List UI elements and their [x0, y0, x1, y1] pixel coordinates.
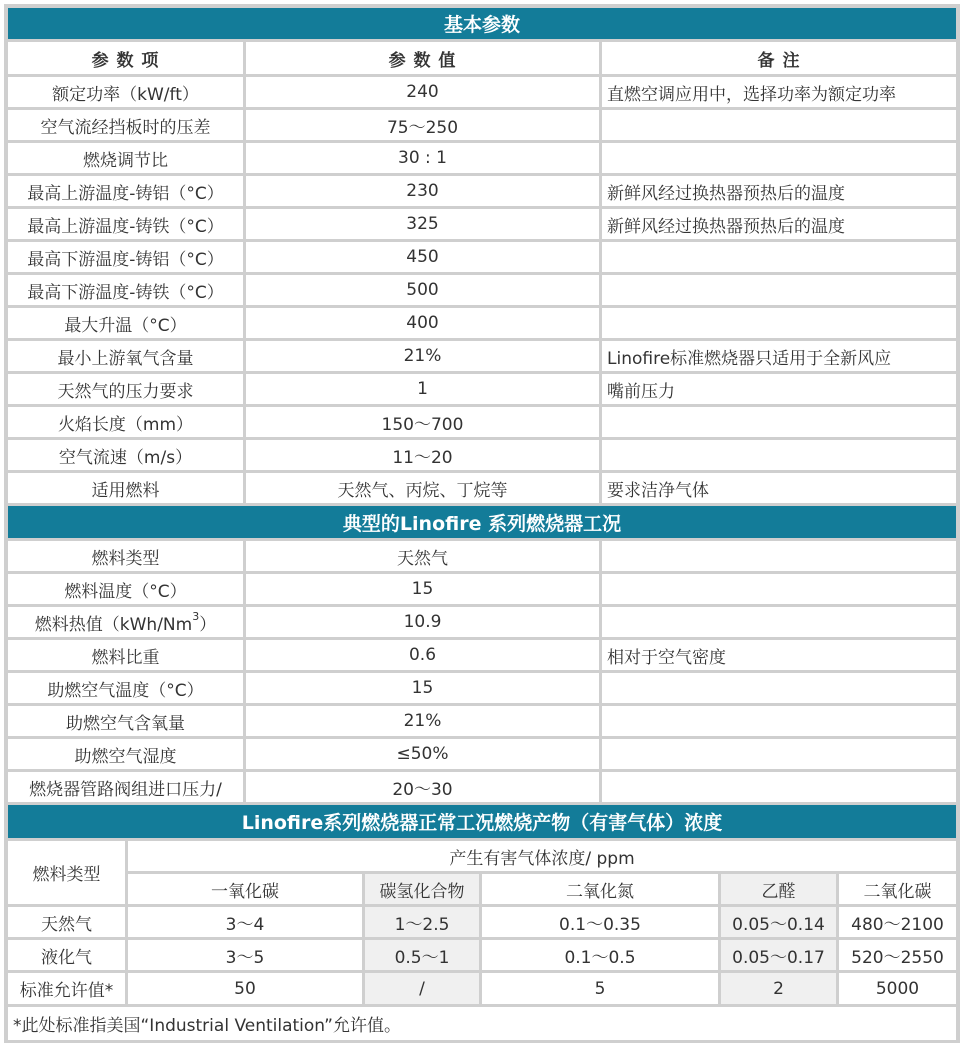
- condition-note: 相对于空气密度: [602, 640, 956, 670]
- parameter-value: 1: [246, 374, 599, 404]
- heat-value-suffix: ）: [199, 614, 217, 635]
- emission-value: 3～4: [128, 907, 362, 937]
- parameter-note: [602, 110, 956, 140]
- parameter-value: 21%: [246, 341, 599, 371]
- emission-value: 0.5～1: [365, 940, 479, 970]
- emission-value: 0.1～0.35: [482, 907, 718, 937]
- parameter-item: 天然气的压力要求: [8, 374, 243, 404]
- emission-value: 0.05～0.14: [721, 907, 836, 937]
- condition-value: 21%: [246, 706, 599, 736]
- parameter-value: 240: [246, 77, 599, 107]
- emission-row-header: 燃料类型: [8, 841, 125, 904]
- condition-item: 助燃空气湿度: [8, 739, 243, 769]
- condition-value: ≤50%: [246, 739, 599, 769]
- parameter-note: 要求洁净气体: [602, 473, 956, 503]
- condition-item: 燃料比重: [8, 640, 243, 670]
- parameter-note: 嘴前压力: [602, 374, 956, 404]
- parameter-note: Linofire标准燃烧器只适用于全新风应: [602, 341, 956, 371]
- emission-column-header: 碳氢化合物: [365, 874, 479, 904]
- fuel-label: 标准允许值*: [8, 973, 125, 1004]
- parameter-note: [602, 242, 956, 272]
- fuel-label: 液化气: [8, 940, 125, 970]
- condition-item: 助燃空气含氧量: [8, 706, 243, 736]
- parameter-value: 400: [246, 308, 599, 338]
- parameter-item: 空气流速（m/s）: [8, 440, 243, 470]
- parameter-value: 天然气、丙烷、丁烷等: [246, 473, 599, 503]
- emission-value: /: [365, 973, 479, 1004]
- parameter-note: [602, 407, 956, 437]
- parameter-item: 火焰长度（mm）: [8, 407, 243, 437]
- condition-value: 15: [246, 574, 599, 604]
- parameter-value: 75～250: [246, 110, 599, 140]
- emission-column-header: 二氧化氮: [482, 874, 718, 904]
- emission-column-header: 一氧化碳: [128, 874, 362, 904]
- condition-item: 燃料热值（kWh/Nm $^3$ ）: [8, 607, 243, 637]
- emission-value: 520～2550: [839, 940, 956, 970]
- condition-value: 天然气: [246, 541, 599, 571]
- emission-column-header: 乙醛: [721, 874, 836, 904]
- condition-item: 燃料温度（°C）: [8, 574, 243, 604]
- parameter-value: 450: [246, 242, 599, 272]
- parameter-item: 最高下游温度-铸铁（°C）: [8, 275, 243, 305]
- parameter-value: 325: [246, 209, 599, 239]
- emission-value: 50: [128, 973, 362, 1004]
- parameter-note: 新鲜风经过换热器预热后的温度: [602, 209, 956, 239]
- parameter-value: 11～20: [246, 440, 599, 470]
- section-title-emissions: Linofire系列燃烧器正常工况燃烧产物（有害气体）浓度: [8, 805, 956, 838]
- emission-value: 3～5: [128, 940, 362, 970]
- parameter-item: 额定功率（kW/ft）: [8, 77, 243, 107]
- parameter-value: 150～700: [246, 407, 599, 437]
- section-title-basic: 基本参数: [8, 8, 956, 39]
- emission-value: 0.1～0.5: [482, 940, 718, 970]
- parameter-note: [602, 275, 956, 305]
- emission-column-header: 二氧化碳: [839, 874, 956, 904]
- parameter-item: 最大升温（°C）: [8, 308, 243, 338]
- emission-value: 0.05～0.17: [721, 940, 836, 970]
- emission-group-header: 产生有害气体浓度/ ppm: [128, 841, 956, 871]
- parameter-item: 最小上游氧气含量: [8, 341, 243, 371]
- emission-value: 2: [721, 973, 836, 1004]
- parameter-note: [602, 440, 956, 470]
- column-header: 参 数 值: [246, 42, 599, 74]
- condition-note: [602, 673, 956, 703]
- parameter-value: 30 : 1: [246, 143, 599, 173]
- column-header: 备 注: [602, 42, 956, 74]
- section-title-typical: 典型的Linofire 系列燃烧器工况: [8, 506, 956, 538]
- column-header: 参 数 项: [8, 42, 243, 74]
- condition-note: [602, 706, 956, 736]
- parameter-note: [602, 308, 956, 338]
- heat-value-label: 燃料热值（kWh/Nm: [34, 614, 193, 635]
- parameter-note: [602, 143, 956, 173]
- parameter-item: 燃烧调节比: [8, 143, 243, 173]
- parameter-item: 最高上游温度-铸铁（°C）: [8, 209, 243, 239]
- parameter-note: 直燃空调应用中，选择功率为额定功率: [602, 77, 956, 107]
- footnote: *此处标准指美国“Industrial Ventilation”允许值。: [8, 1007, 956, 1040]
- condition-value: 0.6: [246, 640, 599, 670]
- parameter-item: 空气流经挡板时的压差: [8, 110, 243, 140]
- emission-value: 5000: [839, 973, 956, 1004]
- condition-note: [602, 739, 956, 769]
- condition-value: 20～30: [246, 772, 599, 802]
- condition-note: [602, 574, 956, 604]
- parameter-note: 新鲜风经过换热器预热后的温度: [602, 176, 956, 206]
- condition-item: 燃烧器管路阀组进口压力/: [8, 772, 243, 802]
- emission-value: 1～2.5: [365, 907, 479, 937]
- condition-note: [602, 607, 956, 637]
- parameter-value: 500: [246, 275, 599, 305]
- condition-item: 燃料类型: [8, 541, 243, 571]
- condition-item: 助燃空气温度（°C）: [8, 673, 243, 703]
- fuel-label: 天然气: [8, 907, 125, 937]
- emission-value: 480～2100: [839, 907, 956, 937]
- condition-value: 10.9: [246, 607, 599, 637]
- parameter-item: 最高下游温度-铸铝（°C）: [8, 242, 243, 272]
- condition-note: [602, 541, 956, 571]
- condition-value: 15: [246, 673, 599, 703]
- parameter-value: 230: [246, 176, 599, 206]
- condition-note: [602, 772, 956, 802]
- parameter-item: 最高上游温度-铸铝（°C）: [8, 176, 243, 206]
- parameter-item: 适用燃料: [8, 473, 243, 503]
- emission-value: 5: [482, 973, 718, 1004]
